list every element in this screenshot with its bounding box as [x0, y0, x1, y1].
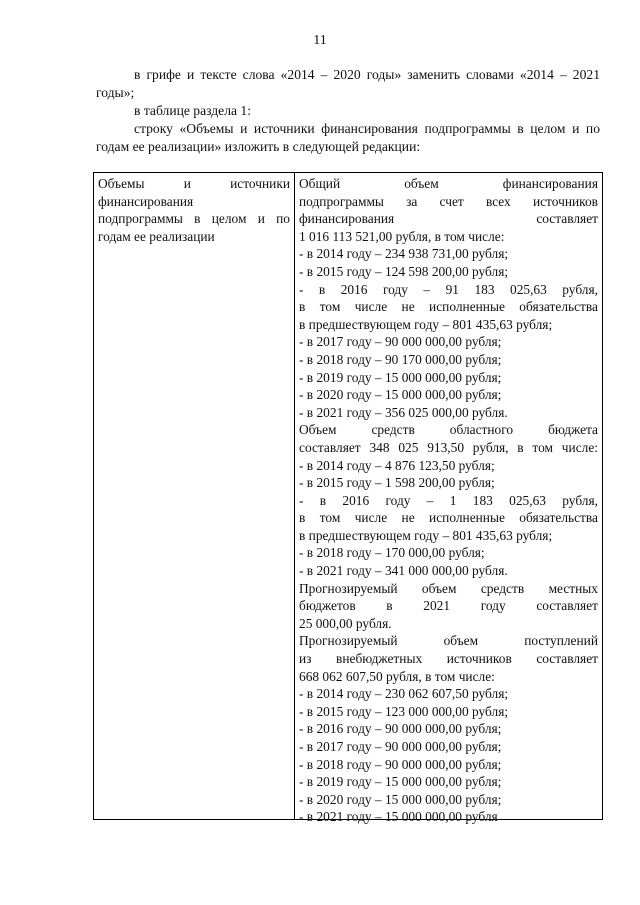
- right-cell-line: 1 016 113 521,00 рубля, в том числе:: [299, 228, 505, 244]
- table-right-cell: [295, 173, 602, 825]
- right-cell-line: - в 2015 году – 124 598 200,00 рубля;: [299, 263, 509, 279]
- intro-paragraph-1: в грифе и тексте слова «2014 – 2020 годы» заменить словами «2014 – 2021 годы»;: [96, 67, 600, 100]
- right-cell-line: в предшествующем году – 801 435,63 рубля;: [299, 316, 553, 332]
- right-cell-line: финансирования составляет: [299, 211, 598, 227]
- right-cell-line: - в 2018 году – 170 000,00 рубля;: [299, 545, 485, 561]
- right-cell-line: - в 2019 году – 15 000 000,00 рубля;: [299, 774, 502, 790]
- right-cell-line: - в 2019 году – 15 000 000,00 рубля;: [299, 369, 502, 385]
- left-cell-line: Объемы и источники: [98, 176, 290, 191]
- right-cell-line: - в 2014 году – 230 062 607,50 рубля;: [299, 686, 509, 702]
- right-cell-line: 668 062 607,50 рубля, в том числе:: [299, 668, 495, 684]
- right-cell-line: - в 2016 году – 90 000 000,00 рубля;: [299, 721, 502, 737]
- right-cell-line: - в 2016 году – 1 183 025,63 рубля,: [299, 492, 598, 508]
- left-cell-line: годам ее реализации: [98, 228, 215, 244]
- right-cell-line: Прогнозируемый объем поступлений: [299, 633, 598, 649]
- intro-text: [96, 66, 600, 156]
- right-cell-line: Объем средств областного бюджета: [299, 422, 598, 438]
- right-cell-line: - в 2017 году – 90 000 000,00 рубля;: [299, 739, 502, 754]
- right-cell-line: из внебюджетных источников составляет: [299, 651, 598, 667]
- left-cell-line: подпрограммы в целом и по: [98, 211, 290, 227]
- right-cell-line: - в 2021 году – 15 000 000,00 рубля: [299, 809, 498, 825]
- intro-paragraph-3: строку «Объемы и источники финансирования подпрограммы в целом и по годам ее реализации» изложить в следующей редакции:: [96, 121, 600, 154]
- table-left-cell: [94, 173, 295, 819]
- financing-table: [93, 172, 603, 825]
- right-cell-line: в предшествующем году – 801 435,63 рубля;: [299, 527, 553, 543]
- right-cell-line: 25 000,00 рубля.: [299, 615, 392, 631]
- right-cell-line: Общий объем финансирования: [299, 176, 598, 191]
- right-cell-line: - в 2014 году – 234 938 731,00 рубля;: [299, 246, 509, 262]
- intro-paragraph-2: в таблице раздела 1:: [134, 103, 251, 118]
- right-cell-line: Прогнозируемый объем средств местных: [299, 580, 598, 596]
- right-cell-line: - в 2018 году – 90 000 000,00 рубля;: [299, 756, 502, 772]
- right-cell-line: бюджетов в 2021 году составляет: [299, 598, 598, 614]
- right-cell-line: в том числе не исполненные обязательства: [299, 510, 598, 526]
- right-cell-line: - в 2017 году – 90 000 000,00 рубля;: [299, 334, 502, 350]
- right-cell-line: составляет 348 025 913,50 рубля, в том числе:: [299, 439, 598, 455]
- right-cell-line: подпрограммы за счет всех источников: [299, 193, 598, 209]
- right-cell-line: - в 2014 году – 4 876 123,50 рубля;: [299, 457, 495, 473]
- right-cell-line: - в 2021 году – 356 025 000,00 рубля.: [299, 404, 508, 420]
- page-number: 11: [313, 33, 327, 48]
- right-cell-line: - в 2016 году – 91 183 025,63 рубля,: [299, 281, 598, 297]
- right-cell-line: - в 2015 году – 1 598 200,00 рубля;: [299, 475, 495, 491]
- left-cell-line: финансирования: [98, 193, 194, 209]
- right-cell-line: - в 2020 году – 15 000 000,00 рубля;: [299, 791, 502, 807]
- right-cell-line: - в 2021 году – 341 000 000,00 рубля.: [299, 563, 508, 579]
- right-cell-line: - в 2015 году – 123 000 000,00 рубля;: [299, 703, 509, 719]
- right-cell-line: - в 2018 году – 90 170 000,00 рубля;: [299, 351, 502, 367]
- right-cell-line: в том числе не исполненные обязательства: [299, 299, 598, 315]
- right-cell-line: - в 2020 году – 15 000 000,00 рубля;: [299, 387, 502, 403]
